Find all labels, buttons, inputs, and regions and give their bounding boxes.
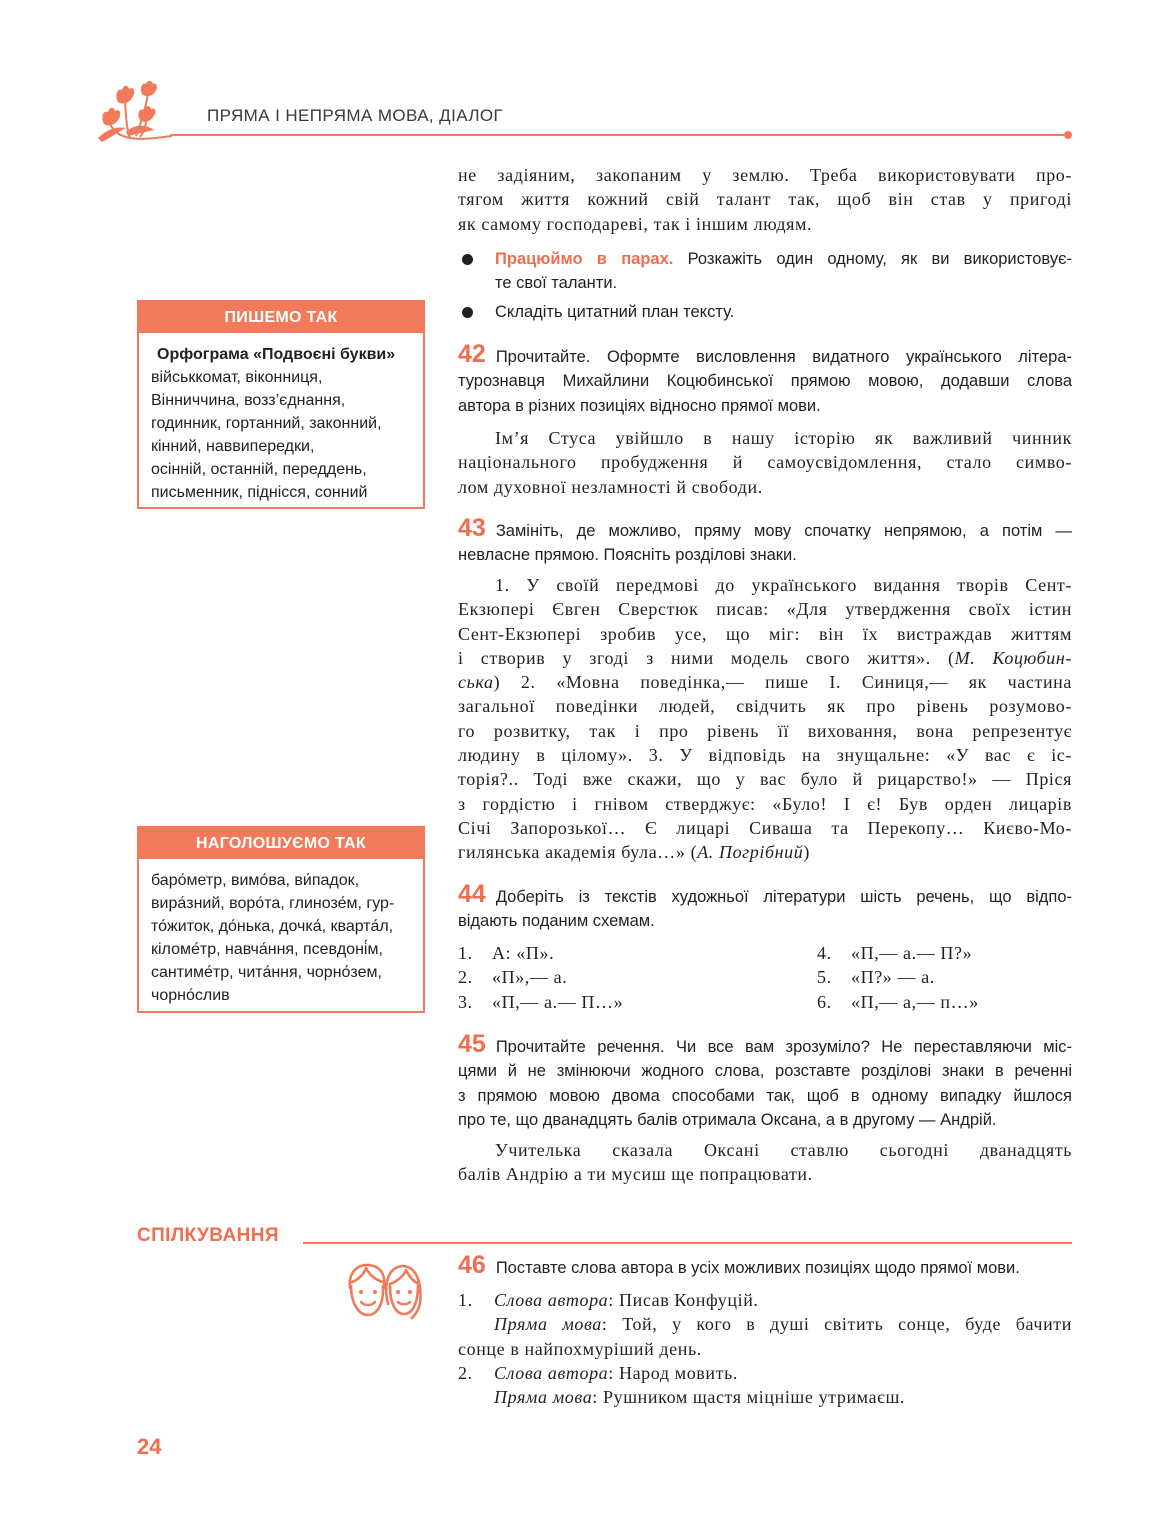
text-run: го розвитку, так і про рівень її виховання, вона репрезентує — [458, 720, 1072, 741]
header-rule — [170, 134, 1066, 136]
text-line — [151, 984, 413, 1007]
text-run: баро́метр, вимо́ва, ви́падок, — [151, 872, 360, 889]
scheme-text: «П,— а,— п…» — [851, 991, 979, 1012]
highlight-text: Працюймо в парах. — [495, 250, 674, 268]
scheme-number: 1. — [458, 943, 473, 963]
text-line — [458, 514, 1072, 543]
bullet-item-pairs — [495, 247, 1072, 296]
text-line — [458, 450, 1072, 474]
text-run: 1. У своїй передмові до українського видання творів Сент- — [495, 575, 1072, 595]
text-run: Прочитайте речення. Чи все вам зрозуміло? Не переставляючи міс- — [495, 1038, 1072, 1056]
text-run: Вінниччина, возз’єднання, — [151, 392, 346, 409]
scheme-text: А: «П». — [492, 943, 555, 963]
text-line — [458, 792, 1072, 816]
text-run: годинник, гортанний, законний, — [151, 415, 382, 432]
scheme-number: 6. — [817, 991, 832, 1012]
text-run: людину в цілому». 3. У відповідь на знущальне: «У вас є іс- — [458, 745, 1072, 766]
scheme-text: «П,— а.— П?» — [851, 943, 973, 963]
text-line — [151, 938, 413, 961]
item-number: 2. — [458, 1362, 473, 1383]
text-run: те свої таланти. — [495, 274, 618, 293]
section-rule — [303, 1242, 1072, 1244]
exercise-43-task — [458, 514, 1072, 568]
text-run: письменник, піднісся, сонний — [151, 484, 368, 501]
text-line — [151, 961, 413, 984]
scheme-number: 5. — [817, 967, 832, 988]
page-number: 24 — [137, 1434, 162, 1459]
text-run: лом духовної незламності й свободи. — [458, 476, 763, 497]
text-run: відають поданим схемам. — [458, 912, 655, 931]
bullet-dot-icon — [462, 254, 473, 265]
item-number: 1. — [458, 1290, 473, 1310]
direct-speech-line — [458, 1337, 1072, 1361]
scheme-item — [458, 941, 798, 965]
author-words-label: Слова автора — [494, 1362, 609, 1383]
text-line — [458, 1084, 1072, 1108]
text-line — [151, 481, 413, 504]
text-line — [151, 366, 413, 389]
direct-speech-line — [458, 1312, 1072, 1336]
italic-text: ська — [458, 672, 494, 693]
scheme-number: 3. — [458, 991, 473, 1012]
text-line — [458, 880, 1072, 909]
direct-speech-text: сонце в найпохмуріший день. — [458, 1338, 702, 1359]
text-run: Екзюпері Євген Сверстюк писав: «Для утвердження своїх істин — [458, 599, 1072, 620]
text-line — [458, 1108, 1072, 1132]
text-line — [458, 909, 1072, 933]
exercise-43-text — [458, 573, 1072, 865]
spelling-rule-title: Орфограма «Подвоєні букви» — [157, 346, 396, 363]
text-run: кінний, наввипередки, — [151, 438, 315, 455]
exercise-number: 46 — [458, 1251, 486, 1279]
scheme-text: «П,— а.— П…» — [492, 991, 624, 1012]
text-line — [458, 646, 1072, 670]
two-faces-icon — [342, 1258, 428, 1322]
text-run: вира́зний, воро́та, глинозе́м, гур- — [151, 895, 395, 912]
spelling-box — [137, 300, 425, 509]
exercise-number: 44 — [458, 880, 486, 908]
text-line — [458, 743, 1072, 767]
exercise-number: 43 — [458, 514, 486, 542]
text-line — [458, 212, 1072, 236]
scheme-number: 2. — [458, 967, 473, 988]
text-line — [458, 426, 1072, 450]
text-run: ) — [803, 842, 810, 863]
text-run: автора в різних позиціях відносно прямої мови. — [458, 396, 821, 415]
text-line — [151, 389, 413, 412]
exercise-46-items — [458, 1288, 1072, 1409]
author-words-line — [458, 1361, 1072, 1385]
text-run: Доберіть із текстів художньої літератури шість речень, що відпо- — [495, 888, 1072, 906]
scheme-item — [458, 965, 798, 989]
text-line — [151, 892, 413, 915]
bullet-dot-icon — [462, 307, 473, 318]
text-run: сантиме́тр, чита́ння, чорно́зем, — [151, 964, 382, 981]
text-line — [458, 597, 1072, 621]
text-line — [151, 869, 413, 892]
stress-box — [137, 826, 425, 1013]
exercise-number: 45 — [458, 1030, 486, 1058]
text-line — [495, 247, 1072, 271]
exercise-number: 42 — [458, 340, 486, 368]
text-line — [458, 816, 1072, 840]
spelling-box-body — [139, 333, 423, 504]
text-run: торія?.. Тоді вже скажи, що у вас було й рицарство!» — Пріся — [458, 769, 1072, 790]
text-run: загальної поведінки людей, свідчить як про рівень розумово- — [458, 696, 1072, 717]
bullet-item-plan — [495, 300, 1072, 324]
text-run: як самому господареві, так і іншим людям. — [458, 213, 813, 234]
text-line — [458, 475, 1072, 499]
text-line — [458, 1138, 1072, 1162]
text-run: військкомат, віконниця, — [151, 369, 323, 386]
author-words-label: Слова автора — [494, 1290, 609, 1310]
spelling-box-title: ПИШЕМО ТАК — [139, 302, 423, 333]
text-run: кіломе́тр, навча́ння, псевдоні́м, — [151, 941, 383, 958]
scheme-text: «П?» — а. — [851, 967, 935, 988]
text-line — [495, 300, 1072, 324]
exercise-42-task — [458, 340, 1072, 418]
direct-speech-label: Пряма мова — [494, 1387, 593, 1408]
exercise-44-schemes-col2 — [817, 941, 1067, 1014]
text-run: з прямою мовою двома способами так, щоб в одному випадку йшлося — [458, 1086, 1072, 1105]
text-line — [458, 767, 1072, 791]
stress-box-title: НАГОЛОШУЄМО ТАК — [139, 828, 423, 859]
text-run: Ім’я Стуса увійшло в нашу історію як важливий чинник — [495, 428, 1072, 448]
exercise-44-task — [458, 880, 1072, 934]
italic-text: А. Погрібний — [697, 842, 804, 863]
text-line — [458, 369, 1072, 393]
text-run: і створив у згоді з ними модель свого життя». ( — [458, 647, 955, 668]
exercise-45-task — [458, 1030, 1072, 1132]
exercise-46-task — [458, 1251, 1072, 1280]
text-run: Прочитайте. Оформте висловлення видатного українського літера- — [495, 348, 1072, 366]
text-line — [151, 435, 413, 458]
text-run: Поставте слова автора в усіх можливих позиціях щодо прямої мови. — [495, 1259, 1020, 1277]
text-line — [458, 622, 1072, 646]
header-flower-icon — [96, 80, 176, 144]
text-line — [458, 394, 1072, 418]
exercise-42-text — [458, 426, 1072, 499]
text-run: Учителька сказала Оксані ставлю сьогодні дванадцять — [495, 1140, 1072, 1160]
scheme-text: «П»,— а. — [492, 967, 568, 988]
text-line — [458, 694, 1072, 718]
text-run: Складіть цитатний план тексту. — [495, 303, 735, 321]
text-line — [458, 340, 1072, 369]
text-line — [458, 1162, 1072, 1186]
direct-speech-text: : Рушником щастя міцніше утримаєш. — [592, 1387, 906, 1408]
author-words-text: : Писав Конфуцій. — [608, 1290, 759, 1310]
text-run: з гордістю і гнівом стверджує: «Було! І є! Був орден лицарів — [458, 793, 1072, 814]
text-line — [458, 543, 1072, 567]
direct-speech-line — [458, 1385, 1072, 1409]
text-line — [151, 915, 413, 938]
text-run: про те, що дванадцять балів отримала Оксана, а в другому — Андрій. — [458, 1110, 997, 1129]
direct-speech-text: : Той, у кого в душі світить сонце, буде бачити — [601, 1314, 1072, 1335]
stress-word-list — [139, 859, 423, 1007]
chapter-title: ПРЯМА І НЕПРЯМА МОВА, ДІАЛОГ — [207, 106, 504, 125]
text-run: цями й не змінюючи жодного слова, розставте розділові знаки в реченні — [458, 1062, 1072, 1081]
text-line — [458, 1251, 1072, 1280]
text-line — [495, 271, 1072, 295]
scheme-item — [817, 965, 1067, 989]
spelling-word-list — [151, 366, 413, 504]
text-line — [151, 412, 413, 435]
text-run: Розкажіть один одному, як ви використовує- — [673, 250, 1072, 268]
text-line — [458, 719, 1072, 743]
text-run: турознавця Михайлини Коцюбинської прямою мовою, додавши слова — [458, 372, 1072, 391]
text-run: не задіяним, закопаним у землю. Треба використовувати про- — [458, 165, 1072, 185]
text-line — [458, 840, 1072, 864]
scheme-item — [458, 990, 798, 1014]
text-run: то́житок, до́нька, дочка́, кварта́л, — [151, 918, 394, 935]
scheme-number: 4. — [817, 943, 832, 963]
text-run: Січі Запорозької… Є лицарі Сиваша та Перекопу… Києво-Мо- — [458, 817, 1072, 838]
scheme-item — [817, 990, 1067, 1014]
italic-text: М. Коцюбин- — [954, 647, 1073, 668]
text-line — [458, 573, 1072, 597]
scheme-item — [817, 941, 1067, 965]
text-run: ) 2. «Мовна поведінка,— пише І. Синиця,— як частина — [493, 672, 1072, 693]
text-line — [458, 187, 1072, 211]
direct-speech-label: Пряма мова — [494, 1314, 602, 1335]
text-run: гилянська академія була…» ( — [458, 842, 698, 863]
author-words-line — [458, 1288, 1072, 1312]
text-run: Сент-Екзюпері зробив усе, що міг: він їх вистраждав життям — [458, 623, 1072, 644]
exercise-44-schemes-col1 — [458, 941, 798, 1014]
text-run: Замініть, де можливо, пряму мову спочатку непрямою, а потім — — [495, 522, 1072, 540]
text-run: невласне прямою. Поясніть розділові знаки. — [458, 546, 797, 565]
text-run: балів Андрію а ти мусиш ще попрацювати. — [458, 1164, 813, 1185]
author-words-text: : Народ мовить. — [608, 1362, 739, 1383]
text-run: чорно́слив — [151, 987, 230, 1004]
text-line — [458, 1030, 1072, 1059]
text-run: національного пробудження й самоусвідомлення, стало симво- — [458, 452, 1072, 473]
text-run: тягом життя кожний свій талант так, щоб він став у пригоді — [458, 189, 1072, 210]
text-line — [458, 163, 1072, 187]
text-line — [151, 458, 413, 481]
section-title: СПІЛКУВАННЯ — [137, 1225, 279, 1246]
intro-text — [458, 163, 1072, 236]
header-rule-dot — [1064, 131, 1072, 139]
text-line — [458, 1059, 1072, 1083]
text-run: осінній, останній, переддень, — [151, 461, 367, 478]
text-line — [458, 670, 1072, 694]
exercise-45-text — [458, 1138, 1072, 1187]
